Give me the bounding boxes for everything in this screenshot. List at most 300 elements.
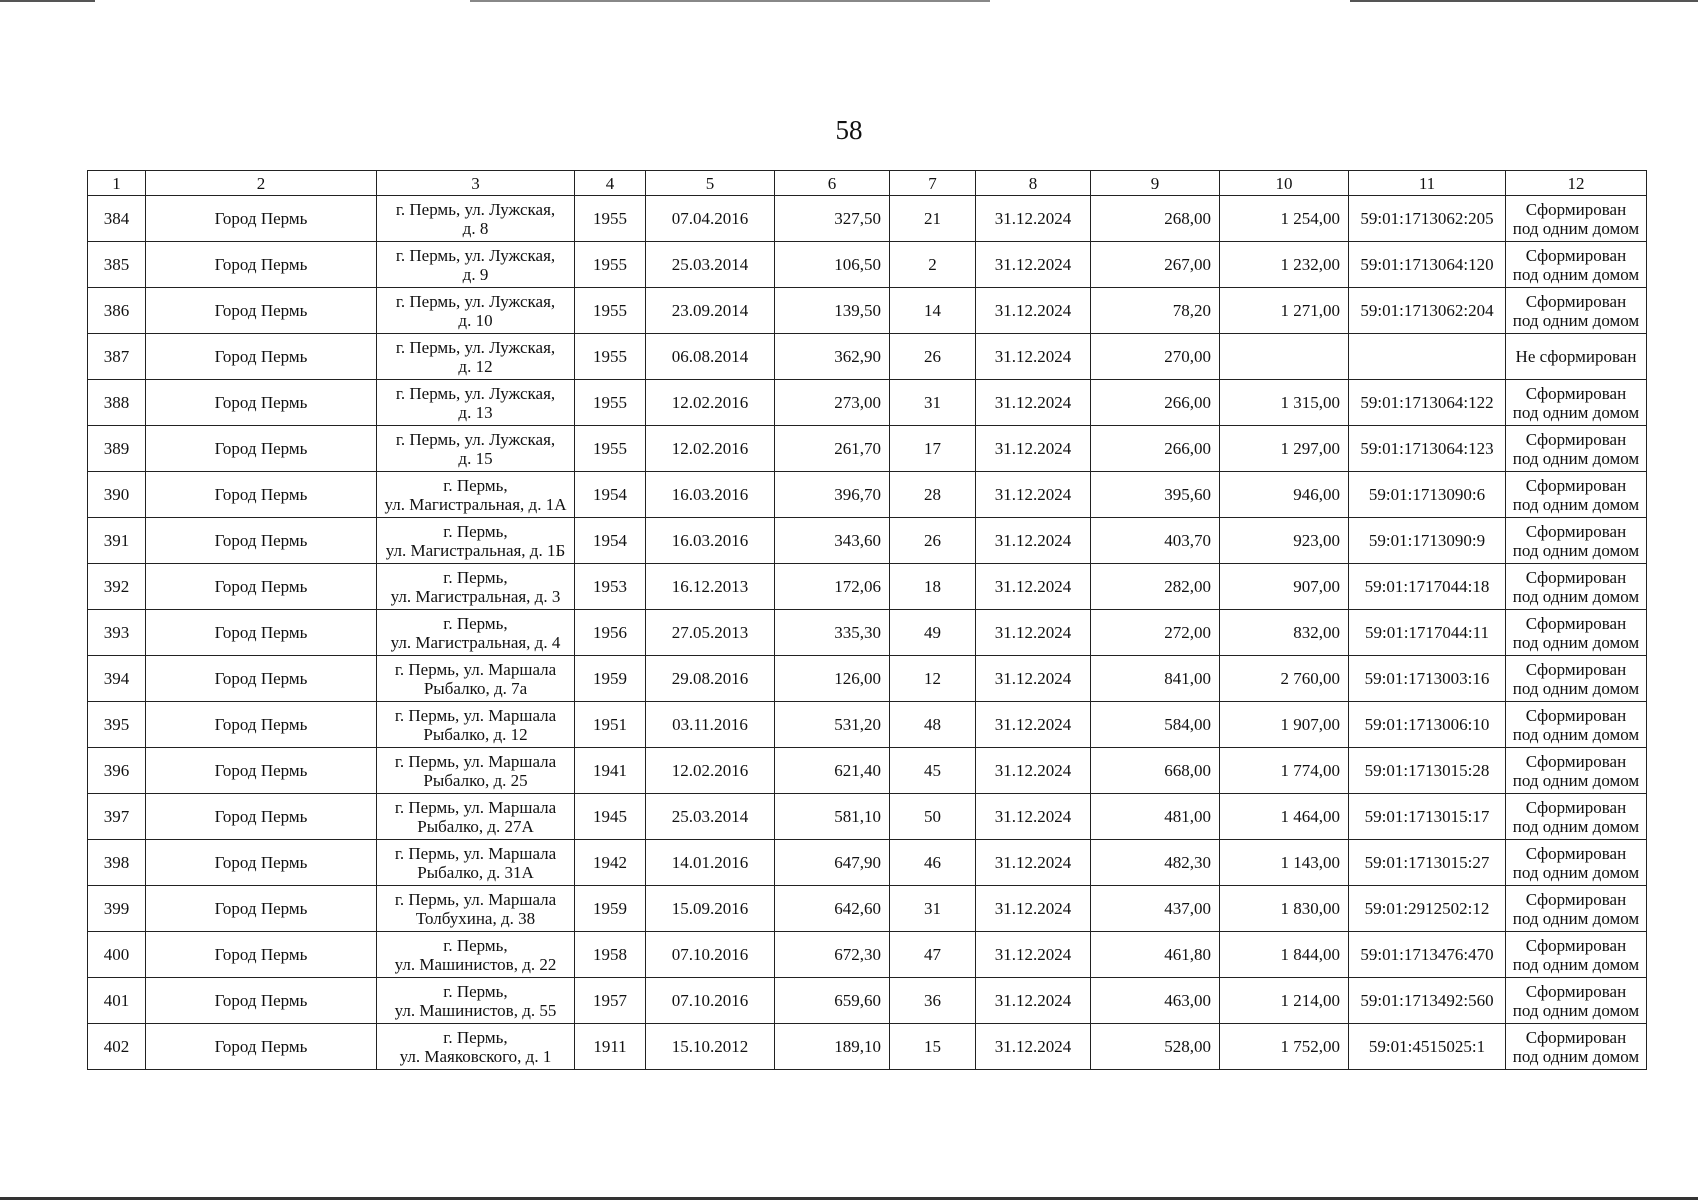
row-number-cell: 391 — [88, 518, 146, 564]
cadastral-number-cell: 59:01:1713090:6 — [1349, 472, 1506, 518]
address-cell — [377, 334, 575, 380]
address-cell — [377, 748, 575, 794]
address-line: Рыбалко, д. 27А — [417, 816, 534, 836]
cadastral-number-cell: 59:01:1713064:122 — [1349, 380, 1506, 426]
cadastral-number-cell: 59:01:1713492:560 — [1349, 978, 1506, 1024]
land-area-cell: 1 254,00 — [1220, 196, 1349, 242]
date-cell: 16.03.2016 — [646, 518, 775, 564]
municipality-cell: Город Пермь — [146, 196, 377, 242]
status-line: под одним домом — [1512, 310, 1640, 330]
table-row — [88, 794, 1647, 840]
area-cell: 647,90 — [775, 840, 890, 886]
municipality-cell: Город Пермь — [146, 426, 377, 472]
scan-edge-line — [1350, 0, 1698, 2]
table-row — [88, 380, 1647, 426]
municipality-cell: Город Пермь — [146, 472, 377, 518]
status-line: Не сформирован — [1515, 347, 1637, 366]
address-line: г. Пермь, ул. Лужская, — [395, 429, 556, 449]
address-cell — [377, 426, 575, 472]
count-cell: 15 — [890, 1024, 976, 1070]
municipality-cell: Город Пермь — [146, 978, 377, 1024]
municipality-cell: Город Пермь — [146, 656, 377, 702]
status-line: Сформирован — [1525, 475, 1627, 495]
municipality-cell: Город Пермь — [146, 886, 377, 932]
land-status-cell — [1506, 610, 1647, 656]
deadline-date-cell: 31.12.2024 — [976, 472, 1091, 518]
cadastral-number-cell: 59:01:1713015:17 — [1349, 794, 1506, 840]
land-status-cell — [1506, 932, 1647, 978]
table-row — [88, 196, 1647, 242]
count-cell: 14 — [890, 288, 976, 334]
column-header: 12 — [1506, 171, 1647, 196]
row-number-cell: 388 — [88, 380, 146, 426]
value-cell: 481,00 — [1091, 794, 1220, 840]
land-area-cell: 1 143,00 — [1220, 840, 1349, 886]
value-cell: 463,00 — [1091, 978, 1220, 1024]
date-cell: 23.09.2014 — [646, 288, 775, 334]
date-cell: 06.08.2014 — [646, 334, 775, 380]
date-cell: 14.01.2016 — [646, 840, 775, 886]
deadline-date-cell: 31.12.2024 — [976, 610, 1091, 656]
table-row — [88, 610, 1647, 656]
count-cell: 17 — [890, 426, 976, 472]
count-cell: 45 — [890, 748, 976, 794]
table-row — [88, 748, 1647, 794]
deadline-date-cell: 31.12.2024 — [976, 886, 1091, 932]
area-cell: 106,50 — [775, 242, 890, 288]
status-line: Сформирован — [1525, 291, 1627, 311]
land-area-cell: 1 464,00 — [1220, 794, 1349, 840]
status-line: Сформирован — [1525, 751, 1627, 771]
row-number-cell: 390 — [88, 472, 146, 518]
address-line: г. Пермь, ул. Лужская, — [395, 199, 556, 219]
address-line: ул. Магистральная, д. 1Б — [385, 540, 566, 560]
status-line: под одним домом — [1512, 816, 1640, 836]
date-cell: 03.11.2016 — [646, 702, 775, 748]
table-row — [88, 1024, 1647, 1070]
value-cell: 437,00 — [1091, 886, 1220, 932]
row-number-cell: 400 — [88, 932, 146, 978]
address-line: г. Пермь, — [443, 521, 508, 541]
land-status-cell — [1506, 242, 1647, 288]
land-area-cell: 1 271,00 — [1220, 288, 1349, 334]
area-cell: 139,50 — [775, 288, 890, 334]
address-line: г. Пермь, ул. Маршала — [394, 751, 557, 771]
build-year-cell: 1955 — [575, 426, 646, 472]
address-line: г. Пермь, ул. Маршала — [394, 797, 557, 817]
land-area-cell: 1 297,00 — [1220, 426, 1349, 472]
status-line: Сформирован — [1525, 567, 1627, 587]
land-status-cell — [1506, 426, 1647, 472]
date-cell: 07.10.2016 — [646, 932, 775, 978]
count-cell: 36 — [890, 978, 976, 1024]
cadastral-number-cell: 59:01:4515025:1 — [1349, 1024, 1506, 1070]
build-year-cell: 1911 — [575, 1024, 646, 1070]
date-cell: 07.10.2016 — [646, 978, 775, 1024]
date-cell: 12.02.2016 — [646, 426, 775, 472]
build-year-cell: 1959 — [575, 886, 646, 932]
deadline-date-cell: 31.12.2024 — [976, 840, 1091, 886]
address-line: г. Пермь, — [443, 567, 508, 587]
row-number-cell: 395 — [88, 702, 146, 748]
address-cell — [377, 518, 575, 564]
municipality-cell: Город Пермь — [146, 564, 377, 610]
address-line: д. 8 — [462, 218, 489, 238]
status-line: под одним домом — [1512, 862, 1640, 882]
address-line: Рыбалко, д. 12 — [423, 724, 528, 744]
build-year-cell: 1955 — [575, 196, 646, 242]
address-cell — [377, 656, 575, 702]
row-number-cell: 394 — [88, 656, 146, 702]
count-cell: 12 — [890, 656, 976, 702]
land-area-cell: 907,00 — [1220, 564, 1349, 610]
table-header-row — [88, 171, 1647, 196]
status-line: под одним домом — [1512, 494, 1640, 514]
date-cell: 16.03.2016 — [646, 472, 775, 518]
date-cell: 15.09.2016 — [646, 886, 775, 932]
build-year-cell: 1951 — [575, 702, 646, 748]
land-area-cell: 1 830,00 — [1220, 886, 1349, 932]
deadline-date-cell: 31.12.2024 — [976, 380, 1091, 426]
municipality-cell: Город Пермь — [146, 932, 377, 978]
cadastral-number-cell: 59:01:1713015:28 — [1349, 748, 1506, 794]
address-line: г. Пермь, — [443, 475, 508, 495]
land-status-cell — [1506, 794, 1647, 840]
cadastral-number-cell: 59:01:1713090:9 — [1349, 518, 1506, 564]
row-number-cell: 392 — [88, 564, 146, 610]
column-header: 4 — [575, 171, 646, 196]
area-cell: 172,06 — [775, 564, 890, 610]
status-line: под одним домом — [1512, 402, 1640, 422]
deadline-date-cell: 31.12.2024 — [976, 978, 1091, 1024]
row-number-cell: 384 — [88, 196, 146, 242]
cadastral-number-cell: 59:01:1713015:27 — [1349, 840, 1506, 886]
address-line: г. Пермь, ул. Лужская, — [395, 291, 556, 311]
column-header: 6 — [775, 171, 890, 196]
table-row — [88, 564, 1647, 610]
value-cell: 267,00 — [1091, 242, 1220, 288]
deadline-date-cell: 31.12.2024 — [976, 932, 1091, 978]
address-cell — [377, 1024, 575, 1070]
area-cell: 396,70 — [775, 472, 890, 518]
address-line: ул. Магистральная, д. 1А — [384, 494, 567, 514]
address-cell — [377, 196, 575, 242]
status-line: под одним домом — [1512, 540, 1640, 560]
land-area-cell: 946,00 — [1220, 472, 1349, 518]
deadline-date-cell: 31.12.2024 — [976, 794, 1091, 840]
table-row — [88, 840, 1647, 886]
address-line: Рыбалко, д. 31А — [417, 862, 534, 882]
land-area-cell: 1 232,00 — [1220, 242, 1349, 288]
area-cell: 362,90 — [775, 334, 890, 380]
deadline-date-cell: 31.12.2024 — [976, 564, 1091, 610]
cadastral-number-cell: 59:01:1713476:470 — [1349, 932, 1506, 978]
address-line: ул. Магистральная, д. 4 — [390, 632, 561, 652]
table-row — [88, 426, 1647, 472]
status-line: Сформирован — [1525, 383, 1627, 403]
area-cell: 189,10 — [775, 1024, 890, 1070]
land-status-cell — [1506, 334, 1647, 380]
deadline-date-cell: 31.12.2024 — [976, 426, 1091, 472]
address-cell — [377, 886, 575, 932]
value-cell: 528,00 — [1091, 1024, 1220, 1070]
column-header: 5 — [646, 171, 775, 196]
land-status-cell — [1506, 196, 1647, 242]
date-cell: 12.02.2016 — [646, 380, 775, 426]
address-line: г. Пермь, — [443, 613, 508, 633]
column-header: 10 — [1220, 171, 1349, 196]
row-number-cell: 402 — [88, 1024, 146, 1070]
value-cell: 841,00 — [1091, 656, 1220, 702]
address-line: г. Пермь, ул. Маршала — [394, 843, 557, 863]
status-line: под одним домом — [1512, 264, 1640, 284]
build-year-cell: 1942 — [575, 840, 646, 886]
address-cell — [377, 288, 575, 334]
column-header: 3 — [377, 171, 575, 196]
address-line: д. 12 — [458, 356, 493, 376]
date-cell: 16.12.2013 — [646, 564, 775, 610]
municipality-cell: Город Пермь — [146, 334, 377, 380]
area-cell: 273,00 — [775, 380, 890, 426]
value-cell: 266,00 — [1091, 380, 1220, 426]
date-cell: 25.03.2014 — [646, 794, 775, 840]
cadastral-number-cell: 59:01:1717044:18 — [1349, 564, 1506, 610]
area-cell: 581,10 — [775, 794, 890, 840]
count-cell: 21 — [890, 196, 976, 242]
build-year-cell: 1953 — [575, 564, 646, 610]
land-status-cell — [1506, 1024, 1647, 1070]
table-row — [88, 518, 1647, 564]
build-year-cell: 1959 — [575, 656, 646, 702]
row-number-cell: 397 — [88, 794, 146, 840]
address-line: г. Пермь, ул. Лужская, — [395, 337, 556, 357]
build-year-cell: 1955 — [575, 242, 646, 288]
area-cell: 642,60 — [775, 886, 890, 932]
municipality-cell: Город Пермь — [146, 610, 377, 656]
count-cell: 18 — [890, 564, 976, 610]
land-area-cell: 1 774,00 — [1220, 748, 1349, 794]
build-year-cell: 1956 — [575, 610, 646, 656]
deadline-date-cell: 31.12.2024 — [976, 518, 1091, 564]
table-row — [88, 656, 1647, 702]
address-cell — [377, 610, 575, 656]
row-number-cell: 396 — [88, 748, 146, 794]
cadastral-number-cell: 59:01:2912502:12 — [1349, 886, 1506, 932]
build-year-cell: 1954 — [575, 472, 646, 518]
status-line: Сформирован — [1525, 613, 1627, 633]
count-cell: 46 — [890, 840, 976, 886]
municipality-cell: Город Пермь — [146, 288, 377, 334]
address-line: ул. Машинистов, д. 55 — [394, 1000, 557, 1020]
build-year-cell: 1958 — [575, 932, 646, 978]
status-line: под одним домом — [1512, 586, 1640, 606]
municipality-cell: Город Пермь — [146, 380, 377, 426]
status-line: под одним домом — [1512, 1000, 1640, 1020]
count-cell: 26 — [890, 334, 976, 380]
table-row — [88, 932, 1647, 978]
status-line: под одним домом — [1512, 218, 1640, 238]
land-area-cell: 1 752,00 — [1220, 1024, 1349, 1070]
land-status-cell — [1506, 656, 1647, 702]
land-status-cell — [1506, 288, 1647, 334]
land-status-cell — [1506, 518, 1647, 564]
cadastral-number-cell: 59:01:1713003:16 — [1349, 656, 1506, 702]
land-status-cell — [1506, 978, 1647, 1024]
area-cell: 621,40 — [775, 748, 890, 794]
address-line: г. Пермь, — [443, 1027, 508, 1047]
cadastral-number-cell: 59:01:1713006:10 — [1349, 702, 1506, 748]
address-cell — [377, 978, 575, 1024]
address-line: г. Пермь, ул. Маршала — [394, 889, 557, 909]
status-line: под одним домом — [1512, 632, 1640, 652]
land-status-cell — [1506, 564, 1647, 610]
cadastral-number-cell: 59:01:1713064:120 — [1349, 242, 1506, 288]
count-cell: 31 — [890, 886, 976, 932]
land-status-cell — [1506, 748, 1647, 794]
land-area-cell: 1 214,00 — [1220, 978, 1349, 1024]
address-cell — [377, 702, 575, 748]
municipality-cell: Город Пермь — [146, 840, 377, 886]
land-area-cell: 923,00 — [1220, 518, 1349, 564]
row-number-cell: 386 — [88, 288, 146, 334]
address-cell — [377, 380, 575, 426]
land-status-cell — [1506, 886, 1647, 932]
status-line: Сформирован — [1525, 889, 1627, 909]
value-cell: 270,00 — [1091, 334, 1220, 380]
area-cell: 327,50 — [775, 196, 890, 242]
column-header: 8 — [976, 171, 1091, 196]
address-line: д. 10 — [458, 310, 493, 330]
row-number-cell: 389 — [88, 426, 146, 472]
status-line: Сформирован — [1525, 843, 1627, 863]
address-line: ул. Магистральная, д. 3 — [390, 586, 561, 606]
address-line: ул. Маяковского, д. 1 — [399, 1046, 552, 1066]
date-cell: 27.05.2013 — [646, 610, 775, 656]
land-area-cell: 1 315,00 — [1220, 380, 1349, 426]
deadline-date-cell: 31.12.2024 — [976, 242, 1091, 288]
address-line: Рыбалко, д. 25 — [423, 770, 528, 790]
count-cell: 50 — [890, 794, 976, 840]
status-line: Сформирован — [1525, 981, 1627, 1001]
address-line: г. Пермь, ул. Лужская, — [395, 245, 556, 265]
cadastral-number-cell: 59:01:1717044:11 — [1349, 610, 1506, 656]
address-line: д. 15 — [458, 448, 493, 468]
address-line: д. 13 — [458, 402, 493, 422]
address-cell — [377, 794, 575, 840]
address-line: г. Пермь, ул. Маршала — [394, 705, 557, 725]
address-line: г. Пермь, ул. Лужская, — [395, 383, 556, 403]
row-number-cell: 387 — [88, 334, 146, 380]
date-cell: 07.04.2016 — [646, 196, 775, 242]
land-area-cell: 1 844,00 — [1220, 932, 1349, 978]
area-cell: 531,20 — [775, 702, 890, 748]
value-cell: 482,30 — [1091, 840, 1220, 886]
column-header: 11 — [1349, 171, 1506, 196]
build-year-cell: 1955 — [575, 334, 646, 380]
row-number-cell: 393 — [88, 610, 146, 656]
land-area-cell: 832,00 — [1220, 610, 1349, 656]
page-number: 58 — [835, 115, 863, 145]
table-row — [88, 334, 1647, 380]
address-line: Рыбалко, д. 7а — [423, 678, 528, 698]
status-line: под одним домом — [1512, 770, 1640, 790]
land-area-cell: 2 760,00 — [1220, 656, 1349, 702]
value-cell: 584,00 — [1091, 702, 1220, 748]
row-number-cell: 401 — [88, 978, 146, 1024]
count-cell: 47 — [890, 932, 976, 978]
table-row — [88, 702, 1647, 748]
count-cell: 28 — [890, 472, 976, 518]
address-line: г. Пермь, — [443, 935, 508, 955]
table-row — [88, 978, 1647, 1024]
address-cell — [377, 932, 575, 978]
value-cell: 668,00 — [1091, 748, 1220, 794]
value-cell: 268,00 — [1091, 196, 1220, 242]
status-line: Сформирован — [1525, 245, 1627, 265]
build-year-cell: 1941 — [575, 748, 646, 794]
address-line: д. 9 — [462, 264, 489, 284]
status-line: Сформирован — [1525, 1027, 1627, 1047]
land-status-cell — [1506, 702, 1647, 748]
build-year-cell: 1955 — [575, 288, 646, 334]
table-row — [88, 288, 1647, 334]
table-row — [88, 472, 1647, 518]
cadastral-number-cell — [1349, 334, 1506, 380]
table-row — [88, 242, 1647, 288]
status-line: под одним домом — [1512, 1046, 1640, 1066]
cadastral-number-cell: 59:01:1713062:205 — [1349, 196, 1506, 242]
address-line: Толбухина, д. 38 — [415, 908, 536, 928]
deadline-date-cell: 31.12.2024 — [976, 196, 1091, 242]
date-cell: 29.08.2016 — [646, 656, 775, 702]
area-cell: 126,00 — [775, 656, 890, 702]
build-year-cell: 1955 — [575, 380, 646, 426]
count-cell: 2 — [890, 242, 976, 288]
status-line: под одним домом — [1512, 724, 1640, 744]
status-line: Сформирован — [1525, 797, 1627, 817]
date-cell: 12.02.2016 — [646, 748, 775, 794]
build-year-cell: 1957 — [575, 978, 646, 1024]
value-cell: 272,00 — [1091, 610, 1220, 656]
land-status-cell — [1506, 380, 1647, 426]
table-row — [88, 886, 1647, 932]
address-cell — [377, 242, 575, 288]
status-line: под одним домом — [1512, 908, 1640, 928]
build-year-cell: 1945 — [575, 794, 646, 840]
status-line: под одним домом — [1512, 954, 1640, 974]
land-status-cell — [1506, 472, 1647, 518]
municipality-cell: Город Пермь — [146, 748, 377, 794]
area-cell: 261,70 — [775, 426, 890, 472]
scan-edge-line — [0, 0, 95, 2]
municipality-cell: Город Пермь — [146, 242, 377, 288]
column-header: 2 — [146, 171, 377, 196]
land-area-cell: 1 907,00 — [1220, 702, 1349, 748]
status-line: Сформирован — [1525, 705, 1627, 725]
address-line: г. Пермь, — [443, 981, 508, 1001]
count-cell: 31 — [890, 380, 976, 426]
row-number-cell: 399 — [88, 886, 146, 932]
municipality-cell: Город Пермь — [146, 702, 377, 748]
value-cell: 266,00 — [1091, 426, 1220, 472]
count-cell: 49 — [890, 610, 976, 656]
value-cell: 395,60 — [1091, 472, 1220, 518]
row-number-cell: 398 — [88, 840, 146, 886]
row-number-cell: 385 — [88, 242, 146, 288]
column-header: 7 — [890, 171, 976, 196]
count-cell: 48 — [890, 702, 976, 748]
deadline-date-cell: 31.12.2024 — [976, 1024, 1091, 1070]
